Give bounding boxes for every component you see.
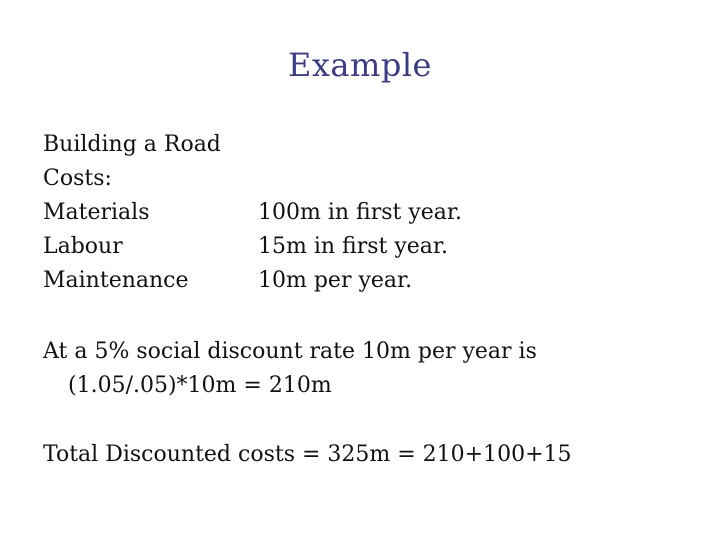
heading-line-costs: Costs: bbox=[43, 166, 112, 191]
cost-label-labour: Labour bbox=[43, 234, 123, 259]
cost-label-maintenance: Maintenance bbox=[43, 268, 189, 293]
total-discounted-costs: Total Discounted costs = 325m = 210+100+15 bbox=[43, 442, 572, 467]
cost-value-labour: 15m in first year. bbox=[258, 234, 449, 259]
cost-label-materials: Materials bbox=[43, 200, 150, 225]
cost-value-maintenance: 10m per year. bbox=[258, 268, 413, 293]
heading-line-building-road: Building a Road bbox=[43, 132, 221, 157]
discount-formula: (1.05/.05)*10m = 210m bbox=[68, 373, 332, 398]
slide-title: Example bbox=[288, 46, 432, 84]
discount-statement: At a 5% social discount rate 10m per year is bbox=[43, 339, 537, 364]
cost-value-materials: 100m in first year. bbox=[258, 200, 463, 225]
